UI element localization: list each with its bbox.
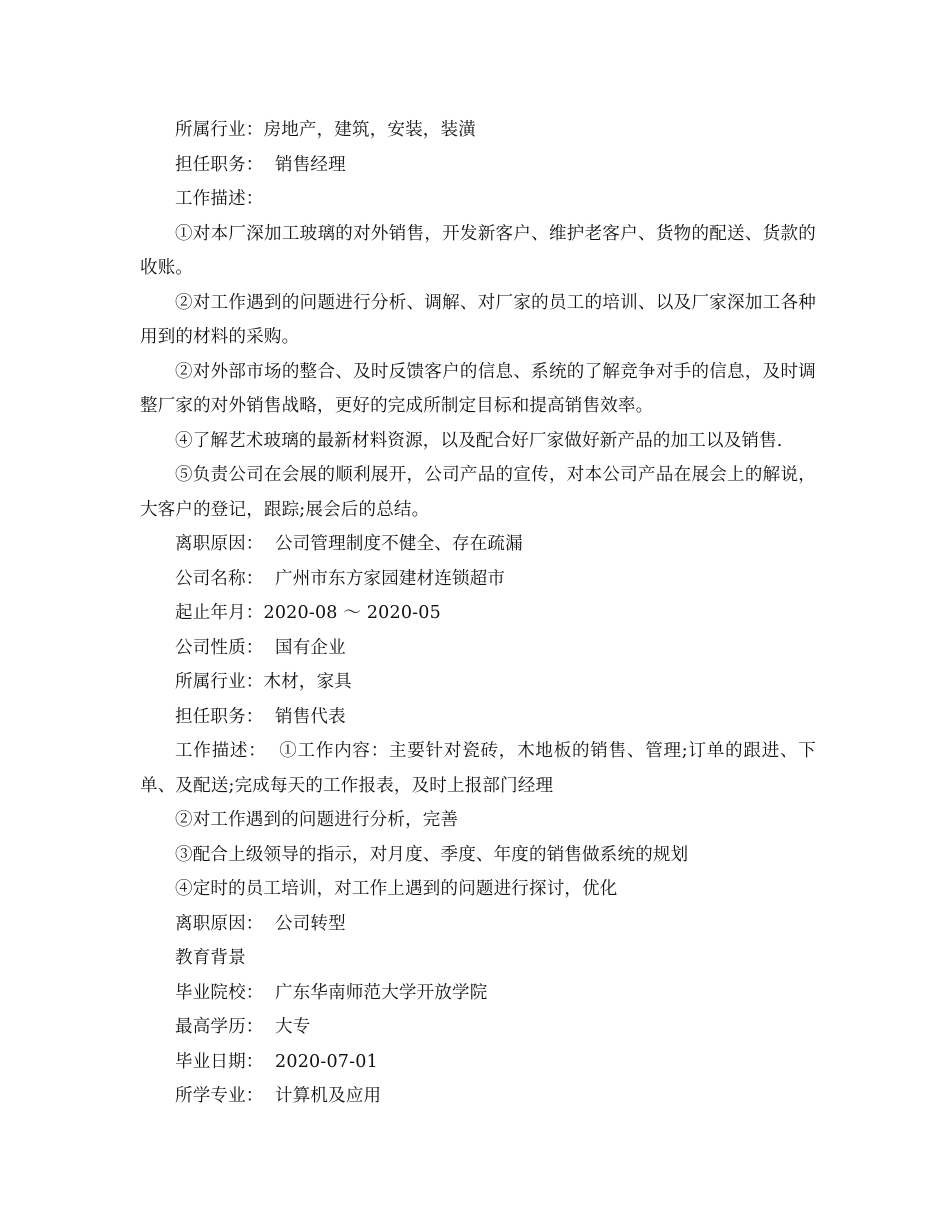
paragraph-duty-2-3: ③配合上级领导的指示，对月度、季度、年度的销售做系统的规划 <box>175 844 689 865</box>
paragraph-duty-2-2: ②对工作遇到的问题进行分析，完善 <box>175 810 459 830</box>
paragraph-duty-3: ②对外部市场的整合、及时反馈客户的信息、系统的了解竞争对手的信息，及时调整厂家的对外销售战略，更好的完成所制定目标和提高销售效率。 <box>140 361 816 416</box>
paragraph-job-description-2: 工作描述： ①工作内容：主要针对瓷砖，木地板的销售、管理;订单的跟进、下单、及配送;完成每天的工作报表，及时上报部门经理 <box>140 741 816 796</box>
paragraph-leave-reason: 离职原因： 公司管理制度不健全、存在疏漏 <box>175 534 523 554</box>
paragraph-leave-reason-2: 离职原因： 公司转型 <box>175 913 346 934</box>
paragraph-duty-2-4: ④定时的员工培训，对工作上遇到的问题进行探讨，优化 <box>175 879 618 899</box>
paragraph-degree: 最高学历： 大专 <box>175 1017 311 1037</box>
paragraph-major: 所学专业： 计算机及应用 <box>175 1086 382 1106</box>
paragraph-company-name: 公司名称： 广州市东方家园建材连锁超市 <box>175 568 506 589</box>
paragraph-duty-5: ⑤负责公司在会展的顺利展开，公司产品的宣传，对本公司产品在展会上的解说，大客户的登记，跟踪;展会后的总结。 <box>140 465 816 520</box>
paragraph-graduation-date: 毕业日期： 2020-07-01 <box>175 1051 378 1072</box>
paragraph-duty-2: ②对工作遇到的问题进行分析、调解、对厂家的员工的培训、以及厂家深加工各种用到的材料的采购。 <box>140 292 816 347</box>
paragraph-duty-1: ①对本厂深加工玻璃的对外销售，开发新客户、维护老客户、货物的配送、货款的收账。 <box>140 223 816 278</box>
section-heading-education: 教育背景 <box>175 948 246 968</box>
document-body <box>140 113 816 1114</box>
paragraph-position-2: 担任职务： 销售代表 <box>175 706 346 727</box>
paragraph-position: 担任职务： 销售经理 <box>175 154 346 175</box>
paragraph-job-description-label: 工作描述： <box>175 189 264 209</box>
paragraph-industry-2: 所属行业：木材，家具 <box>175 672 352 692</box>
paragraph-industry: 所属行业：房地产，建筑，安装，装潢 <box>175 120 476 140</box>
paragraph-duty-4: ④了解艺术玻璃的最新材料资源，以及配合好厂家做好新产品的加工以及销售. <box>175 430 783 451</box>
paragraph-company-type: 公司性质： 国有企业 <box>175 637 346 658</box>
paragraph-date-range: 起止年月：2020-08 ～ 2020-05 <box>175 603 441 623</box>
paragraph-school: 毕业院校： 广东华南师范大学开放学院 <box>175 982 488 1003</box>
